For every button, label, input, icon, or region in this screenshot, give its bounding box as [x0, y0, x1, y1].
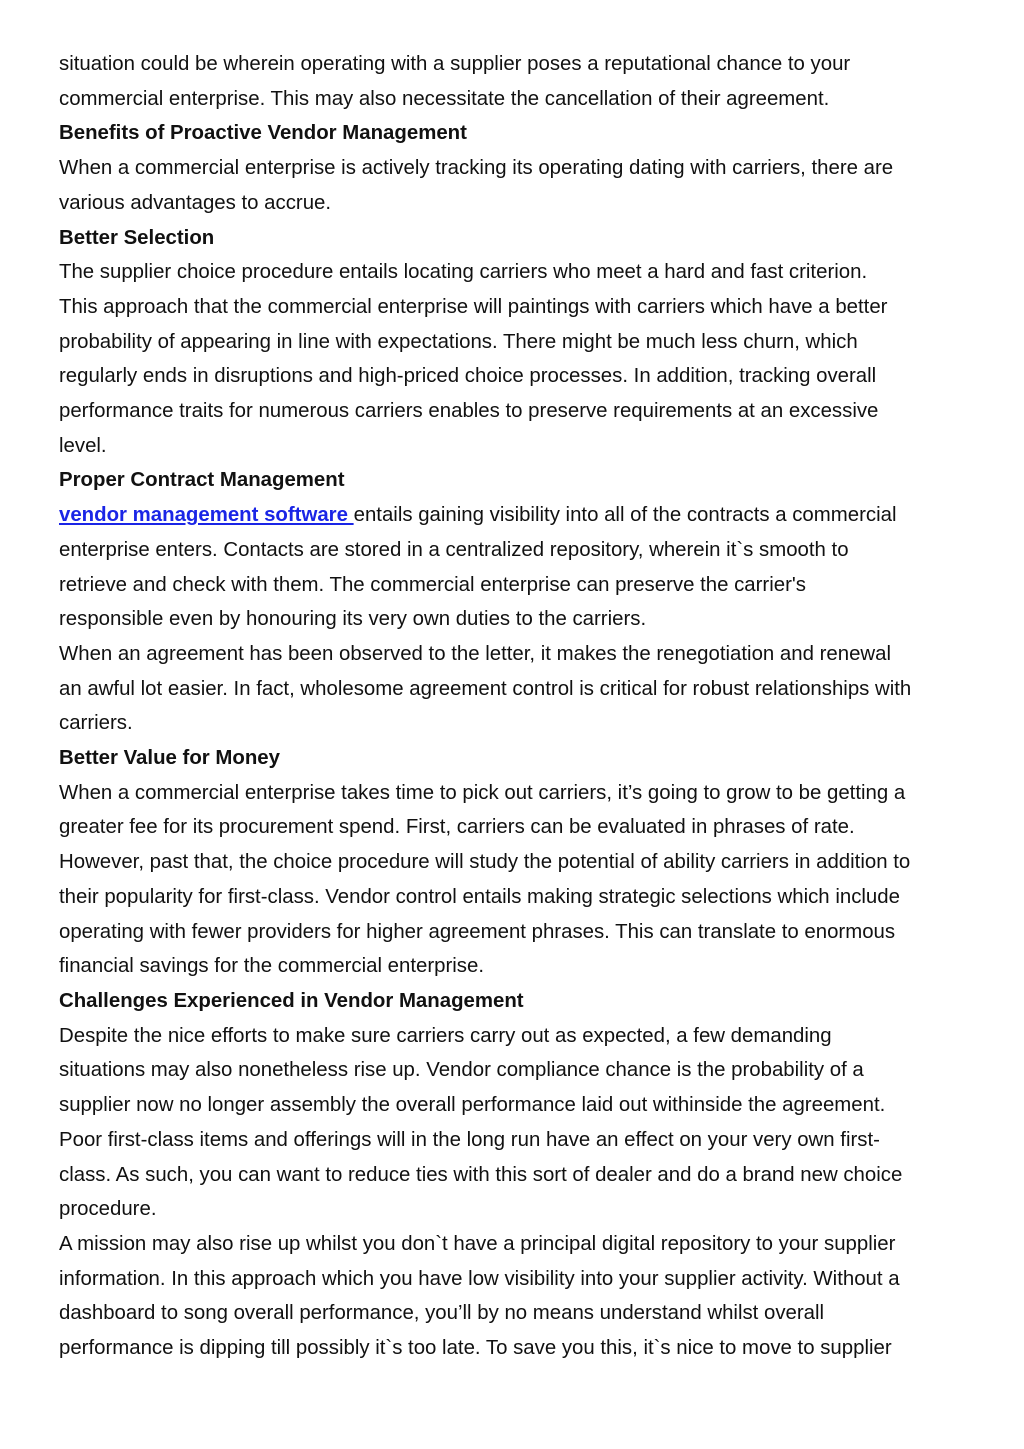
heading-contract-management: Proper Contract Management — [59, 469, 345, 492]
vendor-management-software-link[interactable]: vendor management software — [59, 504, 354, 527]
benefits-paragraph: When a commercial enterprise is actively tracking its operating dating with carriers, there are various advantages to accrue. — [59, 157, 894, 214]
contract-paragraph-text: entails gaining visibility into all of the contracts a commercial enterprise enters. Contacts are stored in a centralized repository, wherein it`s smooth to retrieve and check with them. The commercial enterprise can preserve the carrier's responsible even by honouring its very own duties to the carriers. — [59, 504, 897, 631]
heading-benefits: Benefits of Proactive Vendor Management — [59, 122, 467, 145]
challenges-paragraph: Despite the nice efforts to make sure carriers carry out as expected, a few demanding situations may also nonetheless rise up. Vendor compliance chance is the probability of a supplier now no longer assembly the overall performance laid out withinside the agreement. Poor first-class items and offerings will in the long run have an effect on your very own first- class. As such, you can want to reduce ties with this sort of dealer and do a brand new choice procedure. — [59, 1024, 903, 1221]
intro-paragraph: situation could be wherein operating with a supplier poses a reputational chance to your commercial enterprise. This may also necessitate the cancellation of their agreement. — [59, 53, 851, 110]
contract-paragraph — [59, 498, 979, 637]
heading-better-selection: Better Selection — [59, 226, 215, 249]
selection-paragraph: The supplier choice procedure entails locating carriers who meet a hard and fast criterion. This approach that the commercial enterprise will paintings with carriers which have a better probability of appearing in line with expectations. There might be much less churn, which regularly ends in disruptions and high-priced choice processes. In addition, tracking overall performance traits for numerous carriers enables to preserve requirements at an excessive level. — [59, 261, 888, 457]
heading-challenges: Challenges Experienced in Vendor Management — [59, 989, 524, 1012]
heading-value-for-money: Better Value for Money — [59, 747, 280, 770]
document-page — [59, 47, 979, 1366]
mission-paragraph: A mission may also rise up whilst you don`t have a principal digital repository to your supplier information. In this approach which you have low visibility into your supplier activity. Without a dashboard to song overall performance, you’ll by no means understand whilst overall performance is dipping till possibly it`s too late. To save you this, it`s nice to move to supplier — [59, 1232, 900, 1360]
value-paragraph: When a commercial enterprise takes time to pick out carriers, it’s going to grow to be getting a greater fee for its procurement spend. First, carriers can be evaluated in phrases of rate. However, past that, the choice procedure will study the potential of ability carriers in addition to their popularity for first-class. Vendor control entails making strategic selections which include operating with fewer providers for higher agreement phrases. This can translate to enormous financial savings for the commercial enterprise. — [59, 781, 911, 978]
contract-paragraph-2: When an agreement has been observed to the letter, it makes the renegotiation and renewal an awful lot easier. In fact, wholesome agreement control is critical for robust relationships with carriers. — [59, 642, 912, 735]
